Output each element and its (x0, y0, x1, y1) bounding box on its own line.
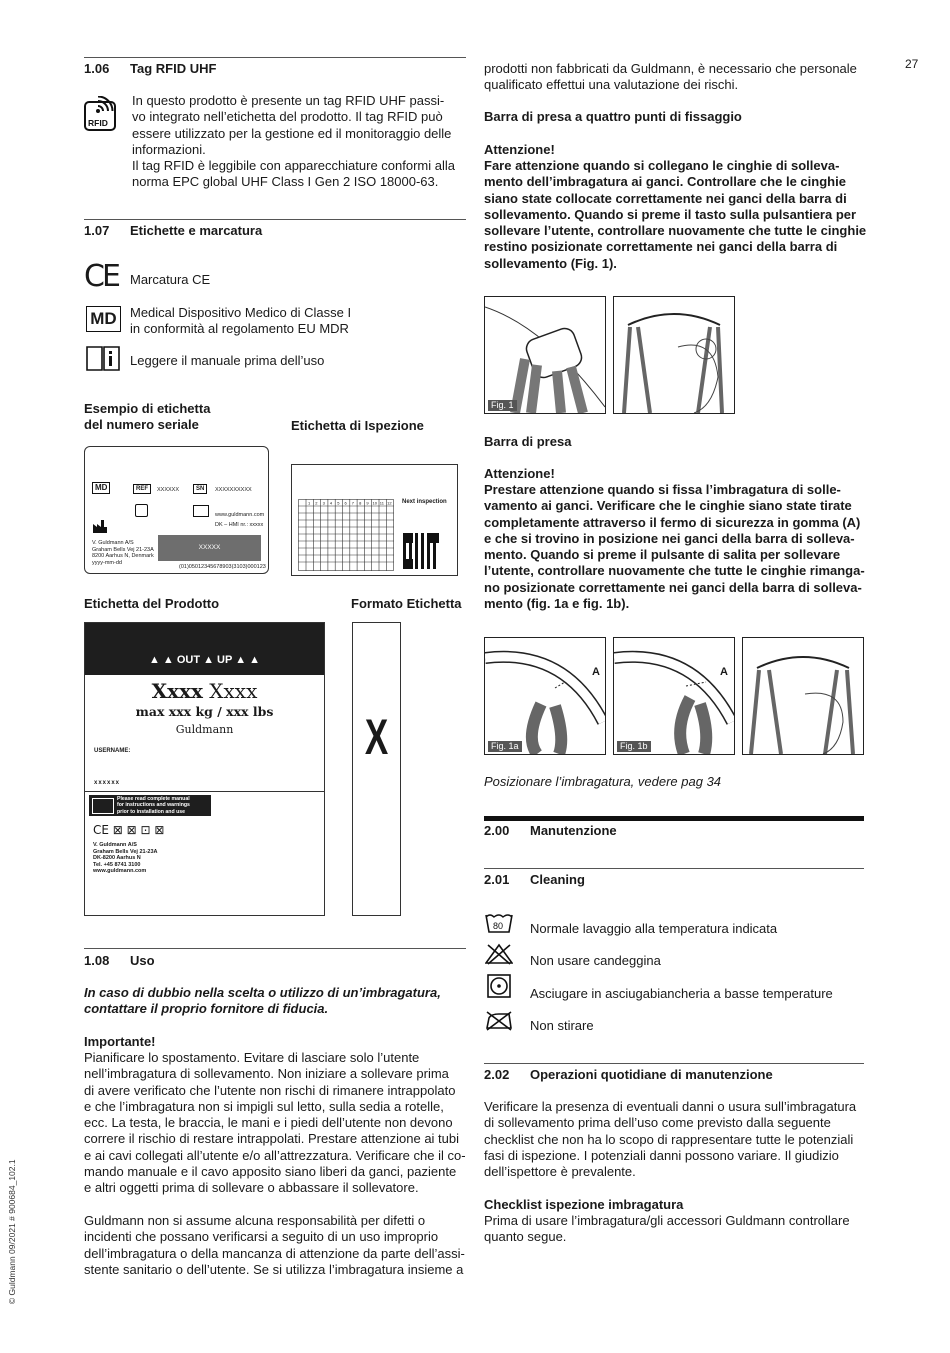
sn-icon: SN (193, 484, 207, 494)
label-format (352, 622, 401, 916)
checklist-text: Prima di usare l’imbragatura/gli accessori Guldmann controllare quanto segue. (484, 1213, 850, 1245)
inspection-label (291, 464, 458, 576)
figure-1a (484, 637, 606, 755)
svg-text:1: 1 (308, 500, 311, 506)
rfid-icon (84, 96, 120, 132)
svg-text:2: 2 (315, 500, 318, 506)
care-iron-text: Non stirare (530, 1018, 594, 1033)
svg-text:7: 7 (351, 500, 355, 506)
hmi-number: DK – HMI nr.: xxxxx (215, 522, 264, 528)
section-number: 1.06 (84, 61, 110, 76)
figure-caption: Fig. 1 (488, 400, 517, 411)
section-title: Operazioni quotidiane di manutenzione (530, 1067, 773, 1082)
sn-value: XXXXXXXXXX (215, 487, 252, 493)
risk-text: prodotti non fabbricati da Guldmann, è necessario che personale qualificato effettui una valutazione dei rischi. (484, 61, 857, 93)
product-name-rest: Xxxx (209, 679, 258, 703)
section-title: Uso (130, 953, 155, 968)
section-heading-2-00 (484, 823, 617, 839)
four-point-heading: Barra di presa a quattro punti di fissaggio (484, 109, 742, 124)
svg-text:9: 9 (366, 500, 369, 506)
max-weight: max xxx kg / xxx lbs (135, 704, 274, 719)
page-number: 27 (905, 57, 919, 71)
ref-value: XXXXXX (157, 487, 180, 493)
rfid-icon (135, 504, 148, 517)
ce-mark-icon: CE (84, 259, 118, 294)
serial-box: XXXXX (158, 535, 261, 561)
figure-1-left (484, 296, 606, 414)
care-dry-text: Asciugare in asciugabiancheria a basse temperature (530, 986, 833, 1001)
read-manual-icon (193, 505, 209, 517)
attention-text-1: Fare attenzione quando si collegano le cinghie di solleva- mento dell’imbragatura ai ganci. Controllare che le cinghie siano state collocate correttamente nei ganci della barra di sollevamento. Quando si preme il tasto sulla pulsantiera per sollevare l’utente, controllare nuovamente che tutte le cinghie restino posizionate correttamente nei ganci della barra di sollevamento (Fig. 1). (484, 158, 867, 271)
direction-arrows: ▲ ▲ OUT ▲ UP ▲ ▲ (148, 654, 261, 666)
ref-icon: REF (133, 484, 151, 494)
svg-text:10: 10 (372, 500, 377, 506)
barcode-text: (01)05012345678903(3103)000123 (179, 564, 266, 570)
section-heading-2-01 (484, 872, 585, 888)
next-inspection: Next inspection (402, 499, 447, 505)
label-header-bar (85, 623, 324, 675)
no-iron-icon (485, 1010, 513, 1032)
section-rule (84, 57, 466, 58)
label-divider (85, 791, 324, 792)
product-name-bold: Xxxx (151, 679, 203, 703)
grab-bar-heading: Barra di presa (484, 434, 572, 449)
format-mark: X (364, 709, 389, 765)
section-number: 1.07 (84, 223, 110, 238)
section-heading-1-06 (84, 61, 216, 77)
product-code: xxxxxx (94, 780, 121, 786)
section-rule (84, 948, 466, 949)
website: www.guldmann.com (215, 512, 265, 518)
read-manual-icon (92, 798, 114, 814)
product-label (84, 622, 325, 916)
section-title: Cleaning (530, 872, 585, 887)
svg-text:3: 3 (322, 500, 325, 506)
inspection-label-heading: Etichetta di Ispezione (291, 418, 424, 433)
section-rule (484, 1063, 864, 1064)
serial-label-heading: Esempio di etichetta del numero seriale (84, 401, 211, 433)
section-number: 2.02 (484, 1067, 510, 1082)
usage-intro: In caso di dubbio nella scelta o utilizzo di un’imbragatura, contattare il proprio fornitore di fiducia. (84, 985, 441, 1017)
brand: Guldmann (175, 723, 234, 736)
section-number: 2.00 (484, 823, 510, 838)
rfid-text: In questo prodotto è presente un tag RFID UHF passi- vo integrato nell’etichetta del prodotto. Il tag RFID può essere utilizzato per la gestione ed il monitoraggio delle informazioni. Il tag RFID è leggibile con apparecchiature conformi alla norma EPC global UHF Class I Gen 2 ISO 18000-63. (132, 93, 456, 190)
md-icon: MD (86, 306, 121, 332)
maintenance-text: Verificare la presenza di eventuali danni o usura sull’imbragatura di sollevamento prima dell’uso come previsto dalla seguente checklist che non ha lo scopo di rappresentare tutte le potenziali fasi di ispezione. I potenziali danni possono variare. Il giudizio dell’ispettore è prevalente. (484, 1099, 857, 1180)
section-heading-2-02 (484, 1067, 773, 1083)
section-rule (484, 816, 864, 821)
manual-banner (89, 795, 211, 816)
md-icon: MD (92, 482, 110, 494)
md-text: Medical Dispositivo Medico di Classe I in conformità al regolamento EU MDR (130, 305, 352, 337)
attention-text-2: Prestare attenzione quando si fissa l’imbragatura di solle- vamento ai ganci. Verificare che le cinghie siano state tirate completamente attraverso il fermo di sicurezza in gomma (A) e che si trovino in posizione nei ganci della barra di solleva- mento. Quando si preme il pulsante di salita per sollevare l’utente, controllare nuovamente che tutte le cinghie rimanga- no posizionate correttamente nei ganci della barra di solleva- mento (fig. 1a e fig. 1b). (484, 482, 865, 612)
svg-text:11: 11 (379, 500, 384, 506)
manufacturer-address: V. Guldmann A/S Graham Bells Vej 21-23A 8200 Aarhus N, Denmark yyyy-mm-dd (92, 540, 154, 566)
side-note: © Guldmann 09/2021 # 900684_102.1 (6, 1159, 17, 1305)
svg-text:12: 12 (387, 500, 392, 506)
section-rule (84, 219, 466, 220)
product-label-heading: Etichetta del Prodotto (84, 596, 220, 611)
svg-text:80: 80 (493, 921, 504, 931)
section-number: 2.01 (484, 872, 510, 887)
manual-warning: Please read complete manual for instructions and warnings prior to installation and use (117, 796, 190, 815)
svg-text:6: 6 (344, 500, 347, 506)
section-title: Manutenzione (530, 823, 617, 838)
figure-1c (742, 637, 864, 755)
figure-caption: Fig. 1a (488, 741, 522, 752)
figure-1b (613, 637, 735, 755)
section-title: Tag RFID UHF (130, 61, 217, 76)
section-title: Etichette e marcatura (130, 223, 263, 238)
manufacturer-icon (93, 519, 107, 533)
certification-symbols: CE ⊠ ⊠ ⊡ ⊠ (93, 823, 165, 837)
qr-code (403, 533, 439, 569)
read-manual-icon (86, 344, 120, 372)
svg-text:8: 8 (359, 500, 362, 506)
care-wash-text: Normale lavaggio alla temperatura indicata (530, 921, 778, 936)
product-name (85, 679, 324, 703)
svg-text:RFID: RFID (88, 118, 108, 128)
serial-number-label (84, 446, 269, 574)
wash-80-icon (485, 911, 513, 933)
figure-caption: Fig. 1b (617, 741, 651, 752)
attention-heading: Attenzione! (484, 466, 555, 481)
section-heading-1-08 (84, 953, 155, 969)
section-number: 1.08 (84, 953, 110, 968)
checklist-heading: Checklist ispezione imbragatura (484, 1197, 684, 1212)
section-heading-1-07 (84, 223, 262, 239)
svg-text:4: 4 (329, 500, 333, 506)
format-label-heading: Formato Etichetta (351, 596, 462, 611)
ce-text: Marcatura CE (130, 272, 211, 287)
usage-paragraph-1: Pianificare lo spostamento. Evitare di lasciare solo l’utente nell’imbragatura di sollevamento. Non iniziare a sollevare prima di avere verificato che l’utente non rischi di rimanere intrappolato e che l’imbragatura non si impigli sul letto, sulla sedia a rotelle, ecc. La testa, le braccia, le mani e i piedi dell’utente non devono correre il rischio di restare intrappolati. Prestare attenzione ai tubi e ai cavi collegati all’utente e/o all’attrezzatura. Verificare che il co- mando manuale e il cavo apposito siano liberi da ganci, paziente e altri oggetti prima di sollevare o abbassare il sollevatore. (84, 1050, 466, 1196)
attention-heading: Attenzione! (484, 142, 555, 157)
care-bleach-text: Non usare candeggina (530, 953, 661, 968)
section-rule (484, 868, 864, 869)
tumble-dry-low-icon (487, 974, 511, 998)
marker-a: A (720, 666, 728, 678)
usage-paragraph-2: Guldmann non si assume alcuna responsabilità per difetti o incidenti che possano verificarsi a seguito di un uso improprio dell’imbragatura o della mancanza di attenzione da parte dell’assi- stente sanitario o dell’utente. Se si utilizza l’imbragatura insieme a (84, 1213, 465, 1277)
important-heading: Importante! (84, 1034, 156, 1049)
inspection-grid (298, 499, 394, 575)
position-note: Posizionare l’imbragatura, vedere pag 34 (484, 774, 722, 789)
svg-text:5: 5 (337, 500, 340, 506)
figure-1-right (613, 296, 735, 414)
manual-text: Leggere il manuale prima dell’uso (130, 353, 325, 368)
username-field: USERNAME: (94, 748, 131, 754)
marker-a: A (592, 666, 600, 678)
no-bleach-icon (485, 943, 513, 965)
manufacturer-address: V. Guldmann A/S Graham Bells Vej 21-23A DK-8200 Aarhus N Tel. +45 8741 3100 www.guldmann.com (93, 842, 158, 875)
